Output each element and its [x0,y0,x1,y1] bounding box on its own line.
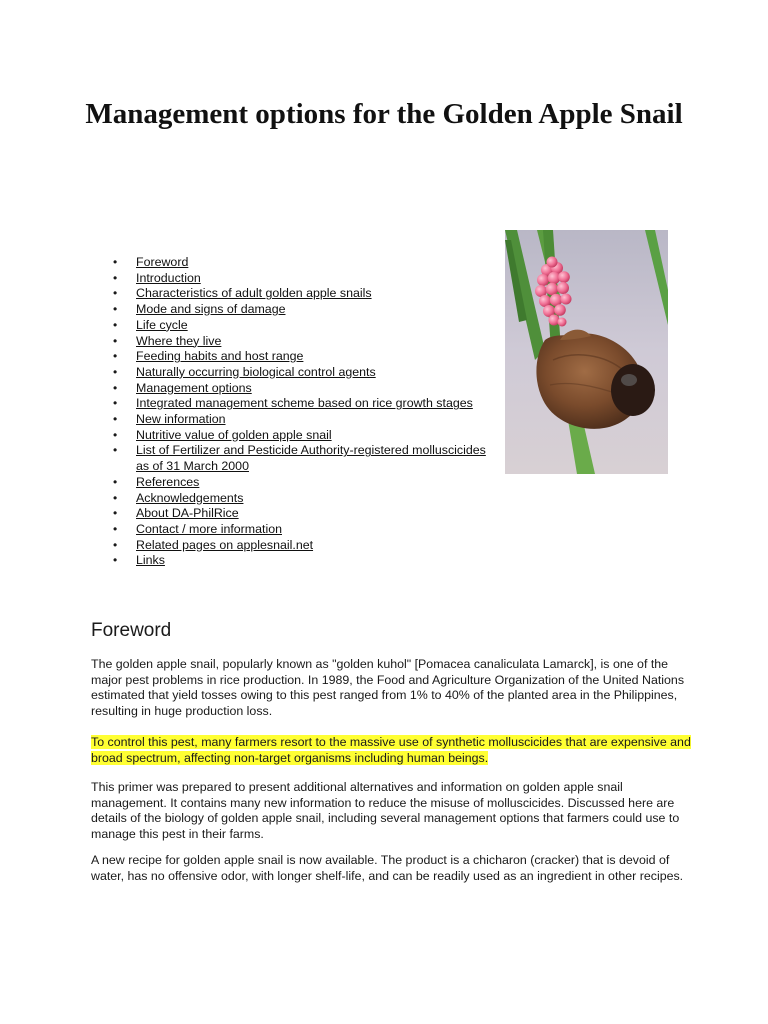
bullet-icon: • [113,427,118,442]
table-of-contents [113,255,498,569]
toc-item [113,428,498,444]
bullet-icon: • [113,317,118,332]
toc-item [113,302,498,318]
toc-link[interactable]: Where they live [136,333,222,348]
bullet-icon: • [113,474,118,489]
toc-item [113,271,498,287]
toc-link[interactable]: Related pages on applesnail.net [136,537,314,552]
snail-operculum [611,364,655,416]
toc-item [113,538,498,554]
bullet-icon: • [113,286,118,301]
foreword-paragraph-1: The golden apple snail, popularly known as "golden kuhol" [Pomacea canaliculata Lamarck], is one of the major pest problems in rice production. In 1989, the Food and Agriculture Organization of the United Nations estimated that yield tosses owing to this pest ranged from 1% to 40% of the planted area in the Philippines, resulting in huge production loss. [91,657,685,718]
toc-link[interactable]: Mode and signs of damage [136,302,286,317]
foreword-paragraph-2 [91,735,691,766]
bullet-icon: • [113,521,118,536]
toc-item [113,318,498,334]
bullet-icon: • [113,349,118,364]
toc-link[interactable]: Acknowledgements [136,490,244,505]
toc-item [113,491,498,507]
toc-link[interactable]: Naturally occurring biological control agents [136,364,376,379]
toc-item [113,365,498,381]
toc-link[interactable]: About DA-PhilRice [136,506,239,521]
toc-item [113,412,498,428]
toc-link[interactable]: New information [136,412,226,427]
toc-link[interactable]: Introduction [136,270,201,285]
snail-photo [505,230,668,474]
toc-link[interactable]: Feeding habits and host range [136,349,304,364]
page-title: Management options for the Golden Apple Snail [85,98,683,130]
toc-item [113,553,498,569]
bullet-icon: • [113,490,118,505]
toc-link[interactable]: Characteristics of adult golden apple snails [136,286,372,301]
toc-item [113,286,498,302]
toc-item [113,506,498,522]
toc-link[interactable]: Integrated management scheme based on rice growth stages [136,396,473,411]
bullet-icon: • [113,270,118,285]
toc-item [113,443,498,474]
bullet-icon: • [113,553,118,568]
toc-link[interactable]: Nutritive value of golden apple snail [136,427,332,442]
bullet-icon: • [113,537,118,552]
bullet-icon: • [113,255,118,269]
bullet-icon: • [113,396,118,411]
toc-item [113,475,498,491]
toc-item [113,396,498,412]
bullet-icon: • [113,302,118,317]
foreword-heading: Foreword [91,620,172,641]
toc-link[interactable]: References [136,474,200,489]
bullet-icon: • [113,364,118,379]
toc-link[interactable]: Contact / more information [136,521,282,536]
toc-link[interactable]: Management options [136,380,252,395]
toc-link[interactable]: Links [136,553,165,568]
highlighted-text: To control this pest, many farmers resort to the massive use of synthetic molluscicides that are expensive and broad spectrum, affecting non-target organisms including human beings. [91,735,691,765]
toc-link[interactable]: List of Fertilizer and Pesticide Authority-registered molluscicides as of 31 March 2000 [136,443,486,474]
bullet-icon: • [113,380,118,395]
toc-link[interactable]: Foreword [136,255,189,269]
toc-item [113,255,498,271]
toc-item [113,334,498,350]
bullet-icon: • [113,412,118,427]
foreword-paragraph-3: This primer was prepared to present additional alternatives and information on golden apple snail management. It contains many new information to reduce the misuse of molluscicides. Discussed here are details of the biology of golden apple snail, including several management options that farmers could use to manage this pest in their farms. [91,780,680,841]
bullet-icon: • [113,443,118,458]
toc-item [113,349,498,365]
foreword-paragraph-4: A new recipe for golden apple snail is now available. The product is a chicharon (cracker) that is devoid of water, has no offensive odor, with longer shelf-life, and can be readily used as an ingredient in other recipes. [91,853,684,883]
bullet-icon: • [113,333,118,348]
toc-item [113,522,498,538]
toc-link[interactable]: Life cycle [136,317,188,332]
bullet-icon: • [113,506,118,521]
toc-item [113,381,498,397]
